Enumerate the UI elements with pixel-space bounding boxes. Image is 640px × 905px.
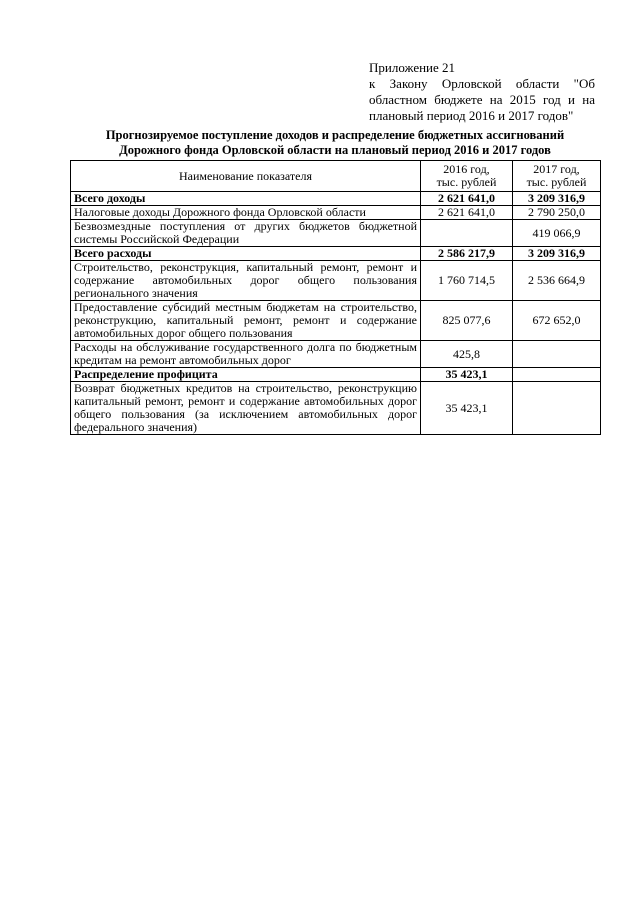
header-year-2016-label: 2016 год,: [443, 162, 490, 176]
appendix-law-reference: к Закону Орловской области "Об областном бюджете на 2015 год и на плановый период 2016 и 2017 годов": [369, 76, 595, 123]
row-value-2017: 672 652,0: [513, 301, 601, 341]
row-value-2017: 2 536 664,9: [513, 261, 601, 301]
table-row: [71, 368, 601, 382]
row-value-2017: 419 066,9: [513, 220, 601, 247]
row-name: Строительство, реконструкция, капитальный ремонт, ремонт и содержание автомобильных дорог общего пользования регионального значения: [71, 261, 421, 301]
table-row: [71, 206, 601, 220]
row-name: Расходы на обслуживание государственного долга по бюджетным кредитам на ремонт автомобильных дорог: [71, 341, 421, 368]
table-row: [71, 301, 601, 341]
title-line-1: Прогнозируемое поступление доходов и распределение бюджетных ассигнований: [105, 128, 565, 142]
row-value-2016: 1 760 714,5: [421, 261, 513, 301]
table-row: [71, 247, 601, 261]
row-name: Всего расходы: [71, 247, 421, 261]
row-name: Всего доходы: [71, 192, 421, 206]
row-value-2017: [513, 341, 601, 368]
table-row: [71, 261, 601, 301]
header-year-2017-unit: тыс. рублей: [526, 175, 587, 189]
row-name: Возврат бюджетных кредитов на строительство, реконструкцию капитальный ремонт, ремонт и содержание автомобильных дорог общего пользования (за исключением автомобильных дорог федерального значения): [71, 382, 421, 435]
row-value-2016: 2 621 641,0: [421, 206, 513, 220]
header-indicator-name: Наименование показателя: [71, 161, 421, 192]
row-name: Налоговые доходы Дорожного фонда Орловской области: [71, 206, 421, 220]
row-name: Предоставление субсидий местным бюджетам на строительство, реконструкцию, капитальный ремонт, ремонт и содержание автомобильных дорог общего пользования: [71, 301, 421, 341]
row-name: Распределение профицита: [71, 368, 421, 382]
row-value-2016: [421, 220, 513, 247]
row-value-2017: [513, 368, 601, 382]
row-value-2016: 425,8: [421, 341, 513, 368]
table-row: [71, 382, 601, 435]
row-value-2016: 2 621 641,0: [421, 192, 513, 206]
row-value-2017: 2 790 250,0: [513, 206, 601, 220]
row-value-2017: 3 209 316,9: [513, 247, 601, 261]
row-value-2017: 3 209 316,9: [513, 192, 601, 206]
header-year-2016: [421, 161, 513, 192]
row-value-2016: 2 586 217,9: [421, 247, 513, 261]
row-value-2017: [513, 382, 601, 435]
table-row: [71, 341, 601, 368]
title-line-2: Дорожного фонда Орловской области на плановый период 2016 и 2017 годов: [119, 143, 551, 157]
appendix-note: [369, 60, 595, 124]
table-row: [71, 192, 601, 206]
header-year-2017-label: 2017 год,: [533, 162, 580, 176]
appendix-number: Приложение 21: [369, 60, 456, 75]
row-value-2016: 35 423,1: [421, 368, 513, 382]
header-year-2017: [513, 161, 601, 192]
row-value-2016: 35 423,1: [421, 382, 513, 435]
table-row: [71, 220, 601, 247]
budget-table: [70, 160, 601, 435]
row-value-2016: 825 077,6: [421, 301, 513, 341]
row-name: Безвозмездные поступления от других бюджетов бюджетной системы Российской Федерации: [71, 220, 421, 247]
header-year-2016-unit: тыс. рублей: [436, 175, 497, 189]
table-header-row: [71, 161, 601, 192]
document-title: [70, 128, 600, 158]
